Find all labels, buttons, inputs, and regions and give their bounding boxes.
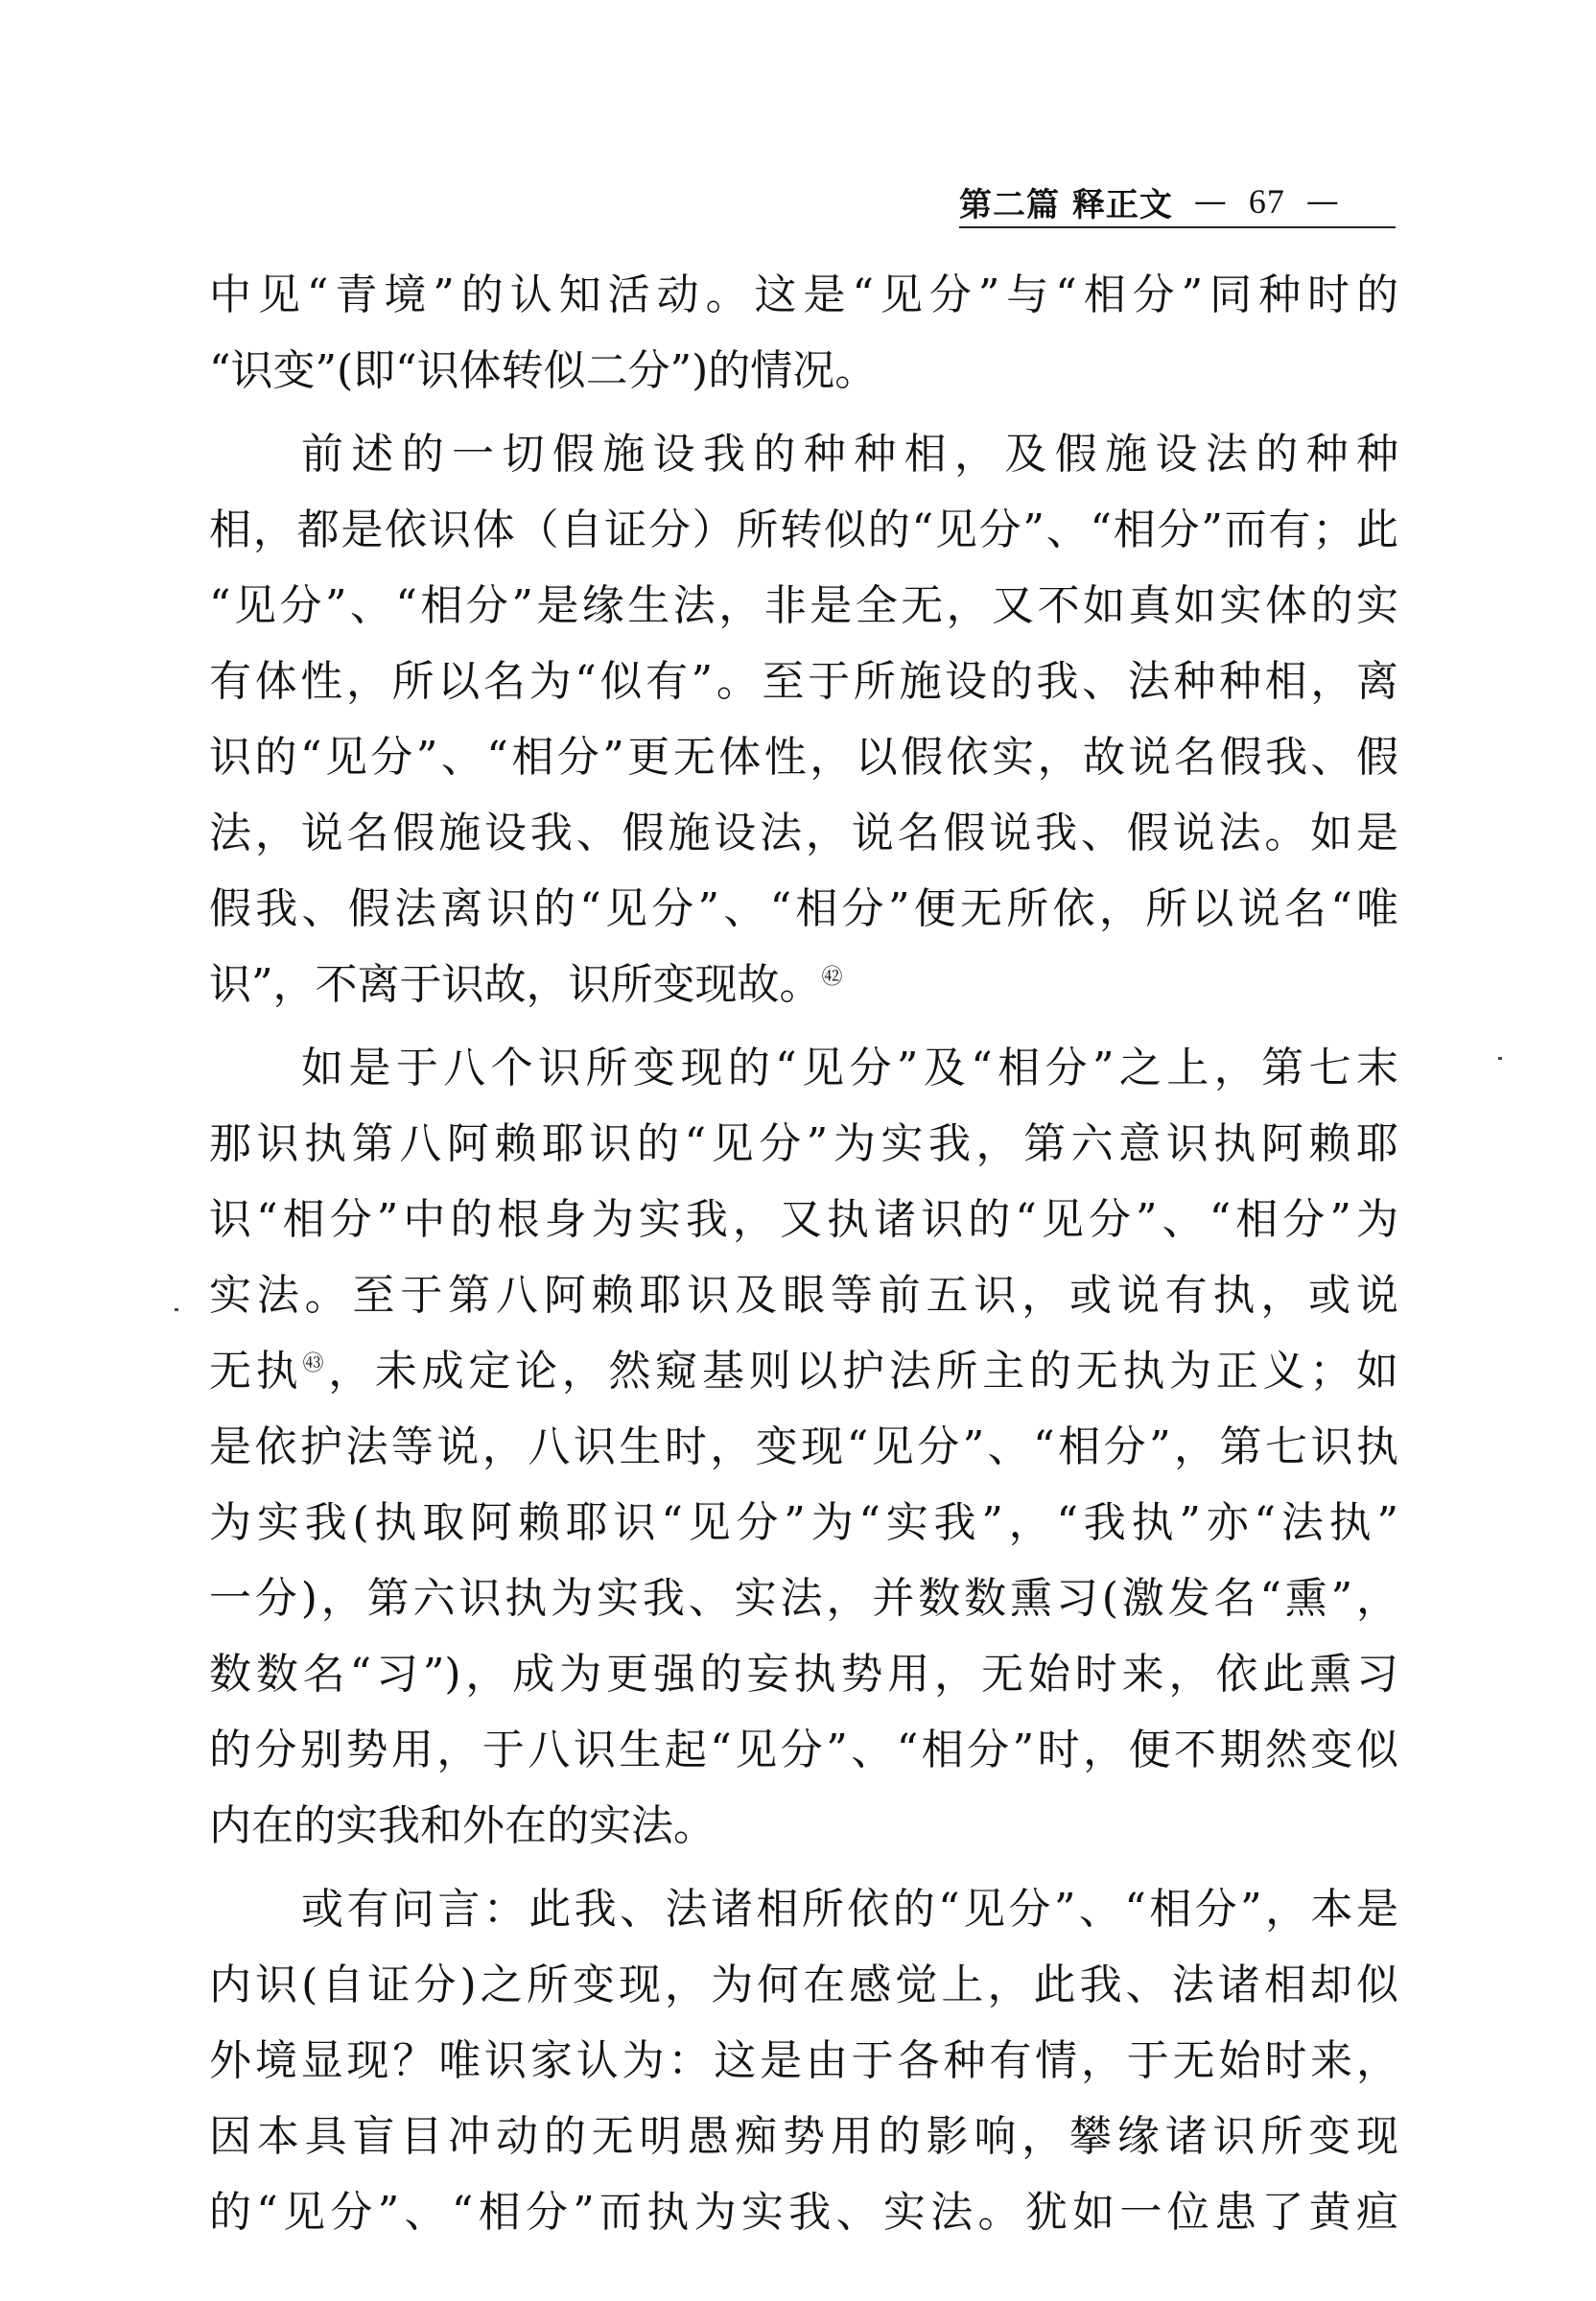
text-line: 外境显现？唯识家认为：这是由于各种有情，于无始时来， [209, 2036, 1398, 2085]
body-text [209, 257, 1398, 2250]
text-line: 内在的实我和外在的实法。 [209, 1801, 716, 1850]
footnote-marker: ㊸ [302, 1351, 329, 1376]
text-line [209, 947, 1398, 1022]
line-text: ，未成定论，然窥基则以护法所主的无执为正义；如 [328, 1347, 1399, 1396]
scan-speck [1498, 1057, 1502, 1060]
header-rule [959, 226, 1396, 228]
text-line: 是依护法等说，八识生时，变现“见分”、“相分”，第七识执 [209, 1422, 1398, 1471]
text-line: 那识执第八阿赖耶识的“见分”为实我，第六意识执阿赖耶 [209, 1119, 1398, 1168]
text-line: 识“相分”中的根身为实我，又执诸识的“见分”、“相分”为 [209, 1195, 1398, 1244]
text-line: 实法。至于第八阿赖耶识及眼等前五识，或说有执，或说 [209, 1271, 1398, 1320]
text-line: 或有问言：此我、法诸相所依的“见分”、“相分”，本是 [301, 1885, 1398, 1934]
footnote-marker: ㊷ [821, 965, 843, 990]
text-line [209, 1333, 1398, 1409]
paragraph-gap [209, 1022, 1398, 1030]
text-line: 为实我(执取阿赖耶识“见分”为“实我”，“我执”亦“法执” [209, 1498, 1398, 1547]
running-head [959, 175, 1396, 228]
text-line: 中见“青境”的认知活动。这是“见分”与“相分”同种时的 [209, 270, 1398, 319]
text-line: “见分”、“相分”是缘生法，非是全无，又不如真如实体的实 [209, 581, 1398, 630]
text-line: 如是于八个识所变现的“见分”及“相分”之上，第七末 [301, 1044, 1398, 1092]
text-line: 识的“见分”、“相分”更无体性，以假依实，故说名假我、假 [209, 733, 1398, 782]
dash-left: — [1193, 182, 1228, 221]
text-line: 一分)，第六识执为实我、实法，并数数熏习(激发名“熏”， [209, 1574, 1398, 1623]
chapter-title: 第二篇 释正文 [959, 185, 1173, 224]
text-line: 内识(自证分)之所变现，为何在感觉上，此我、法诸相却似 [209, 1961, 1398, 2009]
paragraph-gap [209, 1864, 1398, 1871]
dash-right: — [1305, 182, 1340, 221]
text-line: 假我、假法离识的“见分”、“相分”便无所依，所以说名“唯 [209, 884, 1398, 933]
line-text: 识”，不离于识故，识所变现故。 [209, 960, 822, 1009]
text-line: 的“见分”、“相分”而执为实我、实法。犹如一位患了黄疸 [209, 2188, 1398, 2237]
line-text: 无执 [209, 1347, 303, 1396]
page-number: 67 [1248, 182, 1285, 221]
text-line: 数数名“习”)，成为更强的妄执势用，无始时来，依此熏习 [209, 1650, 1398, 1699]
text-line: 因本具盲目冲动的无明愚痴势用的影响，攀缘诸识所变现 [209, 2112, 1398, 2161]
text-line: 的分别势用，于八识生起“见分”、“相分”时，便不期然变似 [209, 1726, 1398, 1774]
text-line: 有体性，所以名为“似有”。至于所施设的我、法种种相，离 [209, 657, 1398, 706]
scan-speck [175, 1308, 178, 1311]
text-line: 相，都是依识体（自证分）所转似的“见分”、“相分”而有；此 [209, 505, 1398, 554]
text-line: “识变”(即“识体转似二分”)的情况。 [209, 346, 878, 395]
text-line: 法，说名假施设我、假施设法，说名假说我、假说法。如是 [209, 809, 1398, 857]
paragraph-gap [209, 409, 1398, 416]
text-line: 前述的一切假施设我的种种相，及假施设法的种种 [301, 430, 1398, 479]
